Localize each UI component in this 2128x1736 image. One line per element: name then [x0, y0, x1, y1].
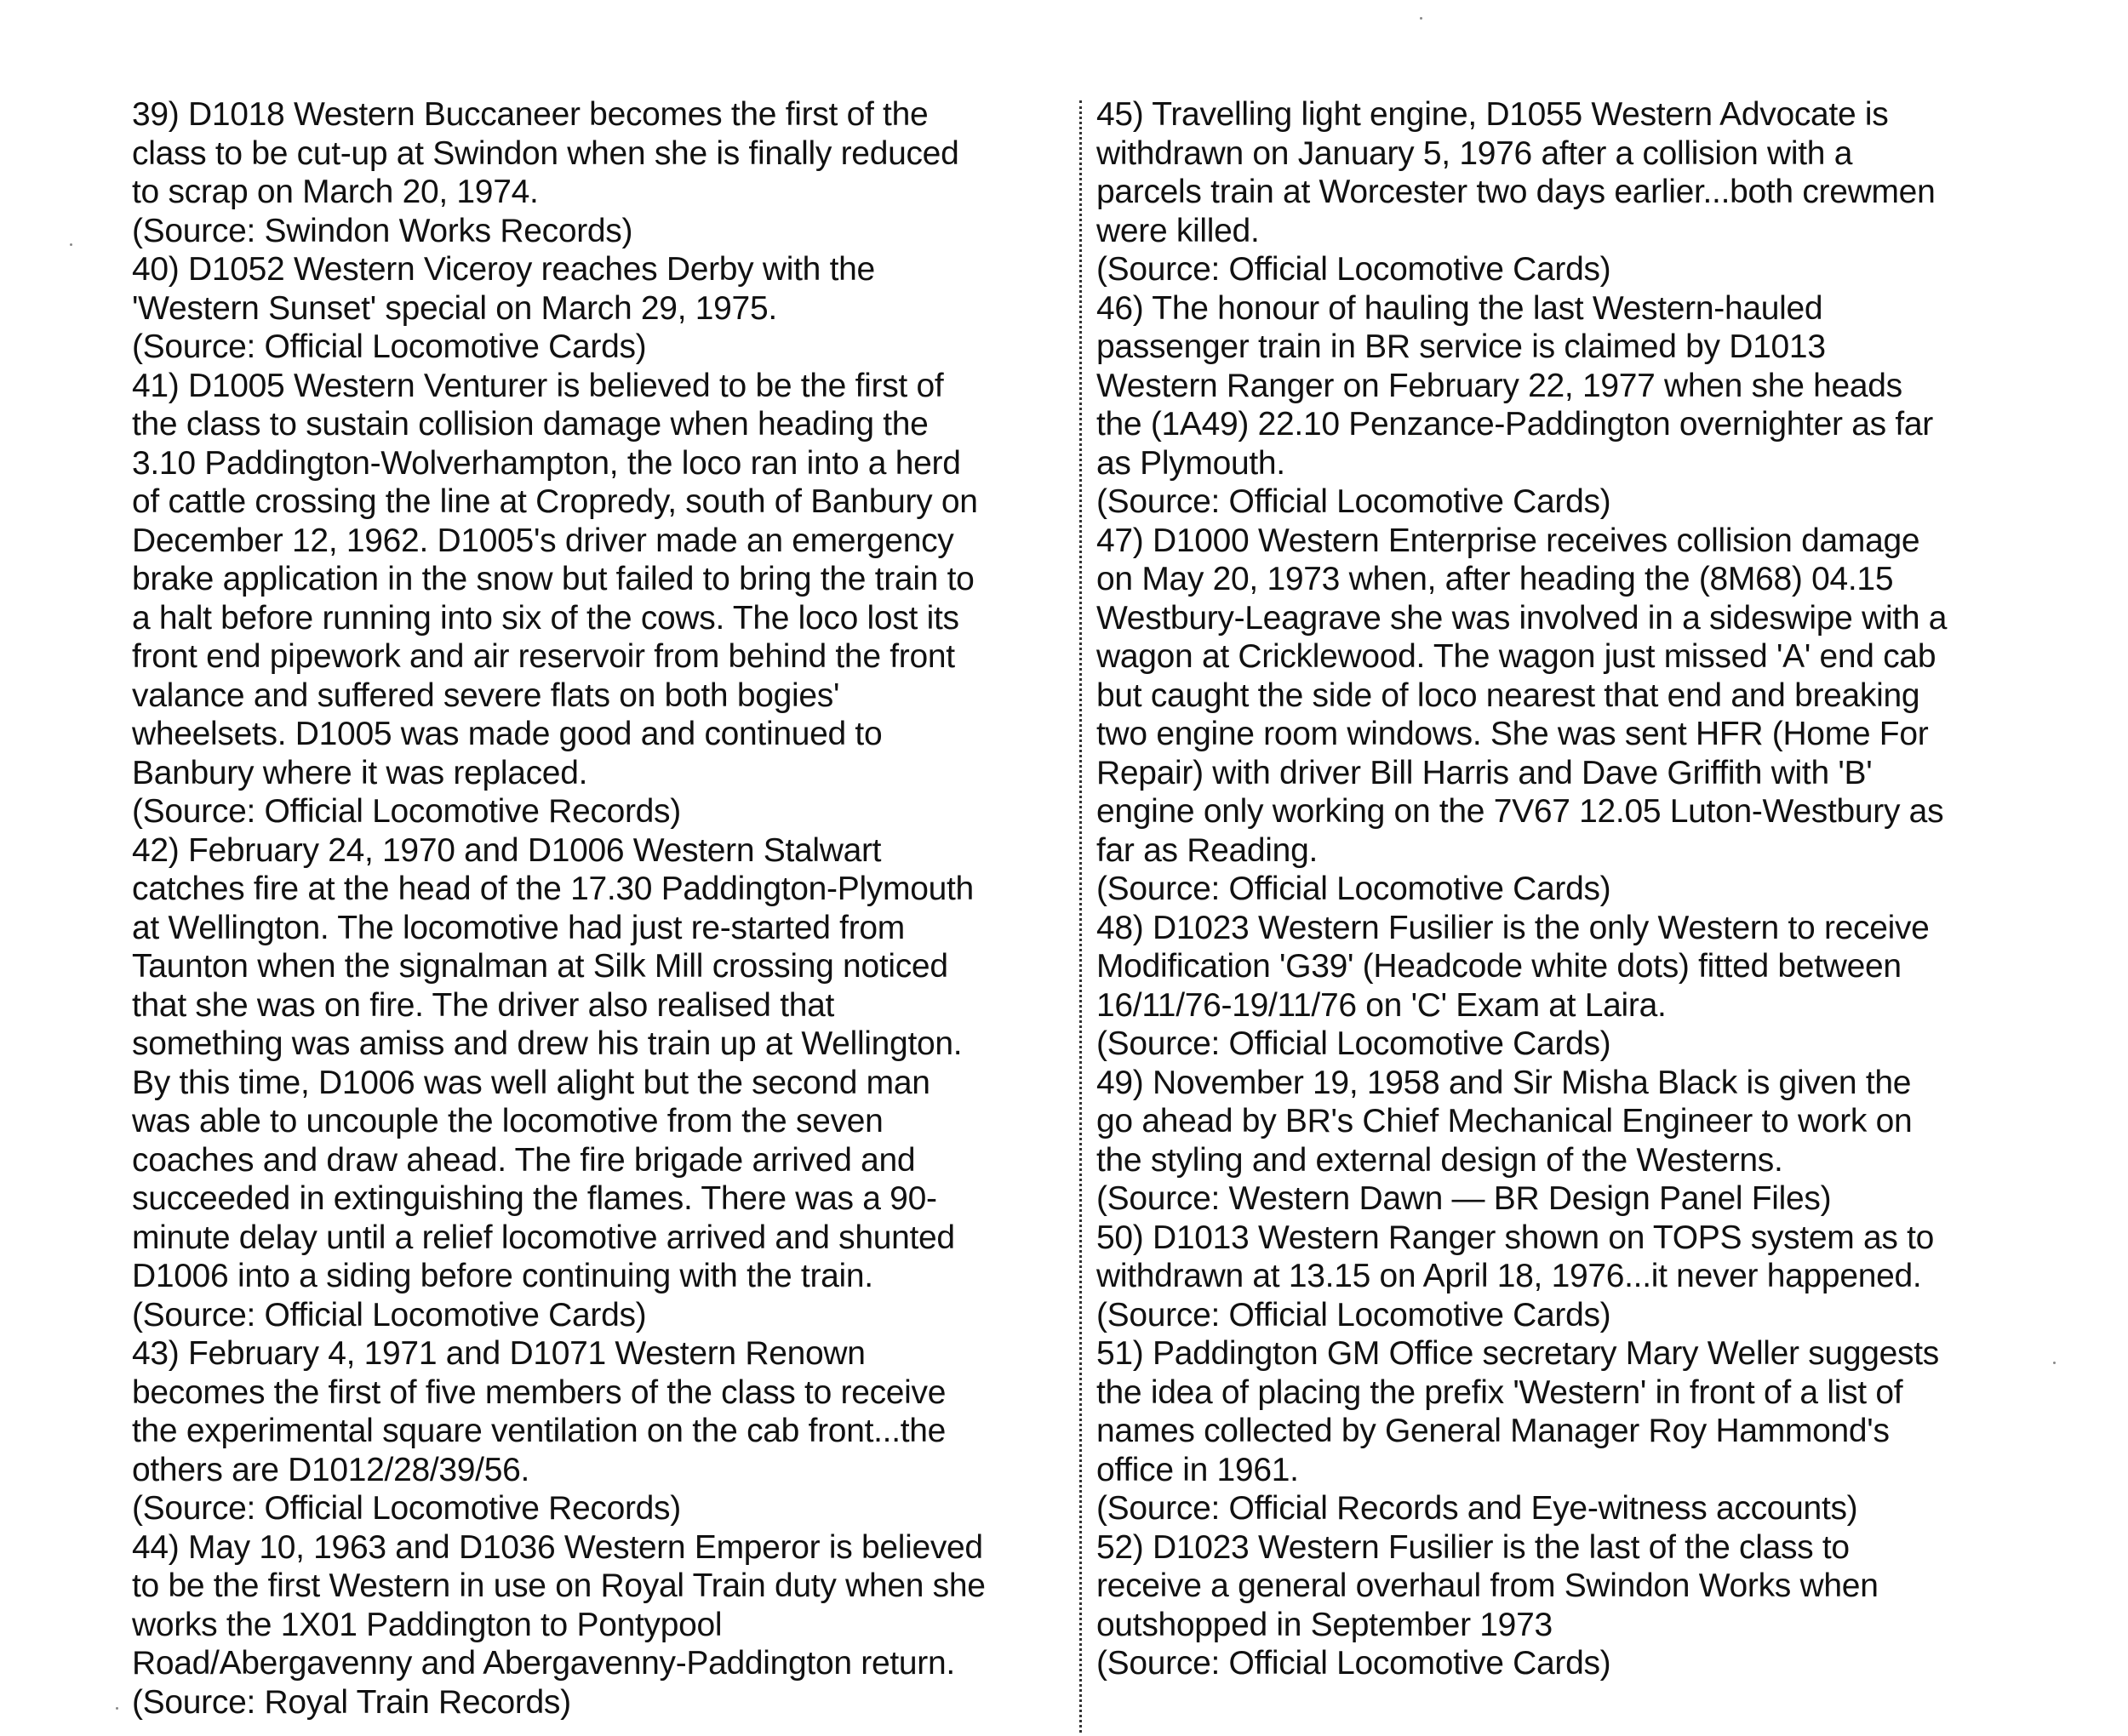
- left-column-line: 43) February 4, 1971 and D1071 Western Renown: [132, 1335, 866, 1372]
- right-column-line: 47) D1000 Western Enterprise receives collision damage: [1096, 522, 1920, 559]
- left-column-line: was able to uncouple the locomotive from the seven: [132, 1103, 884, 1139]
- left-column-line: (Source: Swindon Works Records): [132, 212, 633, 249]
- left-column-line: Road/Abergavenny and Abergavenny-Paddington return.: [132, 1645, 955, 1682]
- right-column-line: 52) D1023 Western Fusilier is the last of the class to: [1096, 1528, 1850, 1566]
- left-column-line: (Source: Official Locomotive Cards): [132, 328, 647, 365]
- left-column-line: Banbury where it was replaced.: [132, 754, 588, 791]
- scan-speck: [1420, 17, 1422, 20]
- left-column-line: (Source: Official Locomotive Cards): [132, 1296, 647, 1333]
- right-column-line: outshopped in September 1973: [1096, 1606, 1553, 1643]
- left-column-line: minute delay until a relief locomotive arrived and shunted: [132, 1219, 955, 1256]
- right-column-line: go ahead by BR's Chief Mechanical Engineer to work on: [1096, 1103, 1913, 1139]
- left-column-line: By this time, D1006 was well alight but the second man: [132, 1064, 930, 1101]
- scan-speck: [2053, 1362, 2056, 1364]
- right-column-line: Westbury-Leagrave she was involved in a sideswipe with a: [1096, 599, 1948, 637]
- left-column-line: to be the first Western in use on Royal Train duty when she: [132, 1568, 986, 1604]
- right-column-line: (Source: Official Locomotive Cards): [1096, 251, 1611, 288]
- right-column-line: the idea of placing the prefix 'Western' in front of a list of: [1096, 1373, 1903, 1411]
- left-column-line: that she was on fire. The driver also realised that: [132, 986, 835, 1024]
- right-column-line: parcels train at Worcester two days earlier...both crewmen: [1096, 174, 1936, 210]
- right-column-line: but caught the side of loco nearest that end and breaking: [1096, 677, 1920, 714]
- left-text-column: [132, 95, 1081, 1722]
- left-column-line: 'Western Sunset' special on March 29, 1975.: [132, 289, 777, 327]
- left-column-line: a halt before running into six of the cows. The loco lost its: [132, 599, 959, 637]
- left-column-line: 41) D1005 Western Venturer is believed to be the first of: [132, 367, 944, 404]
- right-column-line: (Source: Official Records and Eye-witness accounts): [1096, 1490, 1858, 1527]
- left-column-line: something was amiss and drew his train up at Wellington.: [132, 1025, 963, 1062]
- right-column-line: (Source: Official Locomotive Cards): [1096, 871, 1611, 907]
- right-column-line: 45) Travelling light engine, D1055 Western Advocate is: [1096, 96, 1889, 133]
- right-column-line: 50) D1013 Western Ranger shown on TOPS system as to: [1096, 1219, 1935, 1256]
- right-column-line: 48) D1023 Western Fusilier is the only Western to receive: [1096, 909, 1930, 946]
- right-column-line: wagon at Cricklewood. The wagon just missed 'A' end cab: [1096, 638, 1936, 675]
- right-column-line: (Source: Official Locomotive Cards): [1096, 483, 1611, 520]
- left-column-line: others are D1012/28/39/56.: [132, 1451, 530, 1488]
- left-column-line: December 12, 1962. D1005's driver made an emergency: [132, 522, 954, 559]
- left-column-line: 42) February 24, 1970 and D1006 Western Stalwart: [132, 831, 882, 869]
- left-column-line: valance and suffered severe flats on both bogies': [132, 677, 840, 714]
- left-column-line: of cattle crossing the line at Cropredy, south of Banbury on: [132, 483, 978, 520]
- right-column-line: far as Reading.: [1096, 831, 1318, 869]
- right-column-line: the (1A49) 22.10 Penzance-Paddington overnighter as far: [1096, 406, 1933, 443]
- left-column-line: brake application in the snow but failed to bring the train to: [132, 561, 975, 597]
- left-column-line: at Wellington. The locomotive had just re-started from: [132, 909, 905, 946]
- left-column-line: becomes the first of five members of the class to receive: [132, 1373, 947, 1411]
- right-column-line: receive a general overhaul from Swindon Works when: [1096, 1568, 1879, 1604]
- right-column-line: names collected by General Manager Roy Hammond's: [1096, 1413, 1890, 1449]
- left-column-line: (Source: Royal Train Records): [132, 1683, 571, 1721]
- left-column-line: 40) D1052 Western Viceroy reaches Derby with the: [132, 251, 875, 288]
- right-column-line: Repair) with driver Bill Harris and Dave Griffith with 'B': [1096, 754, 1873, 791]
- column-divider: [1079, 100, 1082, 1733]
- right-column-line: office in 1961.: [1096, 1451, 1299, 1488]
- right-column-line: withdrawn on January 5, 1976 after a collision with a: [1096, 134, 1853, 172]
- left-column-line: the experimental square ventilation on the cab front...the: [132, 1413, 947, 1449]
- left-column-line: 44) May 10, 1963 and D1036 Western Emperor is believed: [132, 1528, 983, 1566]
- left-column-line: to scrap on March 20, 1974.: [132, 174, 539, 210]
- scan-speck: [116, 1707, 118, 1710]
- right-column-line: withdrawn at 13.15 on April 18, 1976...it never happened.: [1096, 1258, 1922, 1294]
- left-column-line: D1006 into a siding before continuing with the train.: [132, 1258, 873, 1294]
- right-column-line: on May 20, 1973 when, after heading the (8M68) 04.15: [1096, 561, 1894, 597]
- right-column-line: (Source: Official Locomotive Cards): [1096, 1645, 1611, 1682]
- right-column-line: Western Ranger on February 22, 1977 when she heads: [1096, 367, 1902, 404]
- right-column-line: (Source: Official Locomotive Cards): [1096, 1025, 1611, 1062]
- left-column-line: 39) D1018 Western Buccaneer becomes the first of the: [132, 96, 929, 133]
- left-column-line: Taunton when the signalman at Silk Mill crossing noticed: [132, 948, 948, 985]
- right-column-line: 16/11/76-19/11/76 on 'C' Exam at Laira.: [1096, 986, 1667, 1024]
- right-column-line: as Plymouth.: [1096, 444, 1285, 482]
- left-column-line: 3.10 Paddington-Wolverhampton, the loco ran into a herd: [132, 444, 961, 482]
- left-column-line: class to be cut-up at Swindon when she is finally reduced: [132, 134, 959, 172]
- right-column-line: (Source: Official Locomotive Cards): [1096, 1296, 1611, 1333]
- right-column-line: passenger train in BR service is claimed by D1013: [1096, 328, 1826, 365]
- right-column-line: Modification 'G39' (Headcode white dots) fitted between: [1096, 948, 1902, 985]
- left-column-line: front end pipework and air reservoir from behind the front: [132, 638, 955, 675]
- left-column-line: succeeded in extinguishing the flames. There was a 90-: [132, 1180, 937, 1217]
- right-column-line: (Source: Western Dawn — BR Design Panel Files): [1096, 1180, 1832, 1217]
- scan-speck: [70, 243, 72, 246]
- left-column-line: the class to sustain collision damage when heading the: [132, 406, 929, 443]
- left-column-line: catches fire at the head of the 17.30 Paddington-Plymouth: [132, 871, 974, 907]
- left-column-line: (Source: Official Locomotive Records): [132, 1490, 681, 1527]
- right-column-line: 51) Paddington GM Office secretary Mary Weller suggests: [1096, 1335, 1939, 1372]
- left-column-line: works the 1X01 Paddington to Pontypool: [132, 1606, 723, 1643]
- left-column-line: (Source: Official Locomotive Records): [132, 793, 681, 830]
- right-column-line: the styling and external design of the Westerns.: [1096, 1141, 1783, 1179]
- right-column-line: 49) November 19, 1958 and Sir Misha Black is given the: [1096, 1064, 1912, 1101]
- right-column-line: two engine room windows. She was sent HFR (Home For: [1096, 716, 1929, 752]
- left-column-line: wheelsets. D1005 was made good and continued to: [132, 716, 883, 752]
- right-text-column: [1096, 95, 2033, 1683]
- right-column-line: 46) The honour of hauling the last Western-hauled: [1096, 289, 1823, 327]
- right-column-line: were killed.: [1096, 212, 1260, 249]
- right-column-line: engine only working on the 7V67 12.05 Luton-Westbury as: [1096, 793, 1944, 830]
- left-column-line: coaches and draw ahead. The fire brigade arrived and: [132, 1141, 916, 1179]
